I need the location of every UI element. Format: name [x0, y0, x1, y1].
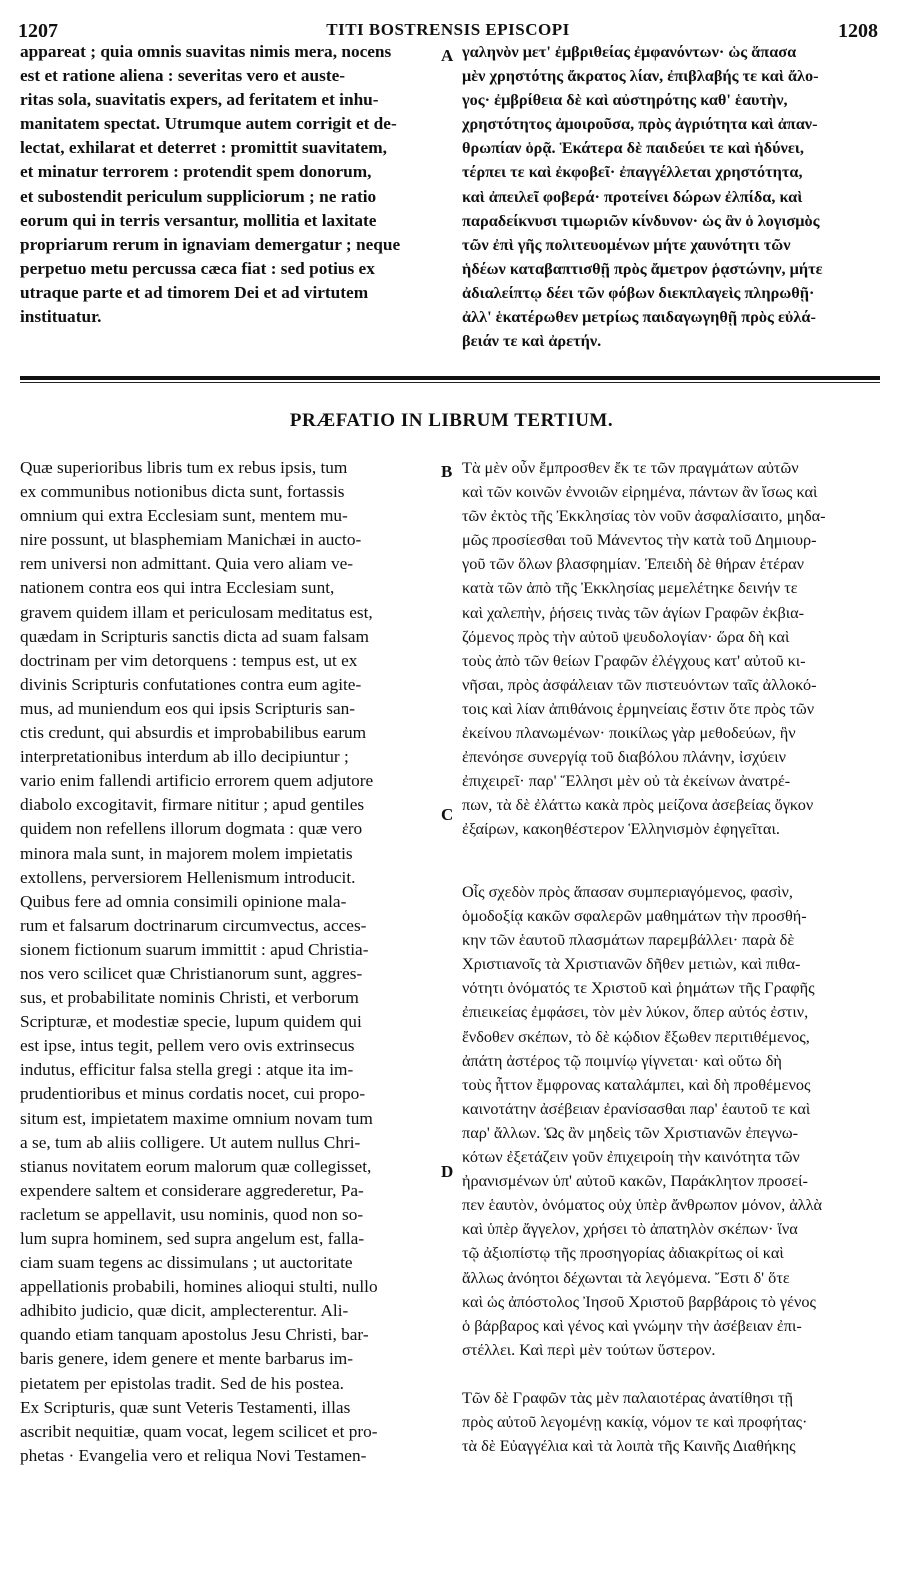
section-rule-thin: [20, 382, 880, 383]
margin-marker-b: B: [441, 462, 453, 481]
page-number-right: 1208: [838, 20, 878, 42]
greek-main-column-part-2: Οἷς σχεδὸν πρὸς ἅπασαν συμπεριαγόμενος, φασὶν, ὁμοδοξίᾳ κακῶν σφαλερῶν μαθημάτων τὴν προσθή- κην τῶν ἑαυτοῦ πλασμάτων παρεμβάλλει· παρὰ δὲ Χριστιανοῖς τὰ Χριστιανῶν δῆθεν μετιὼν, καὶ πιθα- νότητι ὀνόματός τε Χριστοῦ καὶ ῥημάτων τῆς Γραφῆς ἐπιεικείας ἐμφάσει, τὸν μὲν λύκον, ὅπερ αὐτός ἐστιν, ἔνδοθεν σκέπων, τὸ δὲ κῴδιον ἔξωθεν περιτιθέμενος, ἀπάτη ἀστέρος τῷ ποιμνίῳ γίγνεται· καὶ οὕτω δὴ τοὺς ἧττον ἔμφρονας καταλάμπει, καὶ δὴ προθέμενος καινοτάτην ἀσέβειαν ἐρανίσασθαι παρ' ἑαυτοῦ τε καὶ παρ' ἄλλων. Ὡς ἂν μηδεὶς τῶν Χριστιανῶν ἐπεγνω- κότων ἐξετάζειν γοῦν ἐπιχειροίη τὴν καινότητα τῶν ἠρανισμένων ὑπ' αὐτοῦ κακῶν, Παράκλητον προσεί- πεν ἑαυτὸν, ὀνόματος οὐχ ὑπὲρ ἄνθρωπον μόνον, ἀλλὰ καὶ ὑπὲρ ἄγγελον, χρήσει τὸ ἀπατηλὸν σκέπων· ἵνα τῷ ἀξιοπίστῳ τῆς προσηγορίας ἀδιακρίτως οἱ καὶ ἄλλως ἀνόητοι δέχωνται τὰ λεγόμενα. Ἔστι δ' ὅτε καὶ ὡς ἀπόστολος Ἰησοῦ Χριστοῦ βαρβάροις τὸ γένος ὁ βάρβαρος καὶ γένος καὶ γνώμην τὴν ἀσέβειαν ἐπι- στέλλει. Καὶ περὶ μὲν τούτων ὕστερον.: [462, 882, 823, 1359]
section-rule: [20, 376, 880, 380]
top-latin-column: appareat ; quia omnis suavitas nimis mera, nocens est et ratione aliena : severitas vero et auste- ritas sola, suavitatis expers, ad feritatem et inhu- manitatem spectat. Utrumque autem corrigit et de- lectat, exhilarat et deterret : promittit suavitatem, et minatur terrorem : protendit spem donorum, et subostendit periculum suppliciorum ; ne ratio eorum qui in terris versantur, mollitia et laxitate propriarum rerum in ignaviam demergatur ; neque perpetuo metu percussa cæca fiat : sed potius ex utraque parte et ad timorem Dei et ad virtutem instituatur.: [20, 42, 401, 327]
section-heading: PRÆFATIO IN LIBRUM TERTIUM.: [289, 410, 614, 431]
greek-main-column-part-1: Τὰ μὲν οὖν ἔμπροσθεν ἔκ τε τῶν πραγμάτων αὐτῶν καὶ τῶν κοινῶν ἐννοιῶν εἰρημένα, πάντων ἂν ἴσως καὶ τῶν ἐκτὸς τῆς Ἐκκλησίας τὸν νοῦν ἀσφαλίσαιτο, μηδα- μῶς προσίεσθαι τοῦ Μάνεντος τὴν κατὰ τοῦ Δημιουρ- γοῦ τῶν ὅλων βλασφημίαν. Ἐπειδὴ δὲ θήραν ἑτέραν κατὰ τῶν ἀπὸ τῆς Ἐκκλησίας μεμελέτηκε δεινήν τε καὶ χαλεπὴν, ῥήσεις τινὰς τῶν ἁγίων Γραφῶν ἐκβια- ζόμενος πρὸς τὴν αὐτοῦ ψευδολογίαν· ὥρα δὴ καὶ τοὺς ἀπὸ τῶν θείων Γραφῶν ἐλέγχους κατ' αὐτοῦ κι- νῆσαι, πρὸς ἀσφάλειαν τῶν πιστευόντων ταῖς ἀλλοκό- τοις καὶ λίαν ἀπιθάνοις ἑρμηνείαις ἔστιν ὅτε πρὸς τῶν ἐκείνου πλανωμένων· ποικίλως γὰρ μεθοδεύων, ἣν ἐπενόησε συνεργίᾳ τοῦ διαβόλου πλάνην, ἰσχύειν ἐπιχειρεῖ· παρ' Ἕλλησι μὲν οὐ τὰ ἐκείνων ἀνατρέ- πων, τὰ δὲ ἐλάττω κακὰ πρὸς μείζονα ἀσεβείας ὄγκον ἐξαίρων, κακοηθέστερον Ἑλληνισμὸν ἐφηγεῖται.: [462, 458, 826, 839]
running-title: TITI BOSTRENSIS EPISCOPI: [326, 20, 570, 39]
top-greek-column: γαληνὸν μετ' ἐμβριθείας ἐμφανόντων· ὡς ἅπασα μὲν χρηστότης ἄκρατος λίαν, ἐπιβλαβής τε καὶ ἄλο- γος· ἐμβρίθεια δὲ καὶ αὐστηρότης καθ' ἑαυτὴν, χρηστότητος ἀμοιροῦσα, πρὸς ἀγριότητα καὶ ἀπαν- θρωπίαν ὁρᾷ. Ἑκάτερα δὲ παιδεύει τε καὶ ἡδύνει, τέρπει τε καὶ ἐκφοβεῖ· ἐπαγγέλλεται χρηστότητα, καὶ ἀπειλεῖ φοβερά· προτείνει δώρων ἐλπίδα, καὶ παραδείκνυσι τιμωριῶν κίνδυνον· ὡς ἂν ὁ λογισμὸς τῶν ἐπὶ γῆς πολιτευομένων μήτε χαυνότητι τῶν ἡδέων καταβαπτισθῇ πρὸς ἄμετρον ῥᾳστώνην, μήτε ἀδιαλείπτῳ δέει τῶν φόβων διεκπλαγεὶς πληρωθῇ· ἀλλ' ἑκατέρωθεν μετρίως παιδαγωγηθῇ πρὸς εὐλά- βειάν τε καὶ ἀρετήν.: [462, 42, 823, 351]
greek-main-column-part-3: Τῶν δὲ Γραφῶν τὰς μὲν παλαιοτέρας ἀνατίθησι τῇ πρὸς αὐτοῦ λεγομένῃ κακίᾳ, νόμον τε καὶ προφήτας· τὰ δὲ Εὐαγγέλια καὶ τὰ λοιπὰ τῆς Καινῆς Διαθήκης: [462, 1388, 808, 1456]
margin-marker-d: D: [441, 1162, 454, 1181]
running-head: [18, 6, 878, 42]
margin-marker-a: A: [441, 46, 454, 65]
latin-main-column: Quæ superioribus libris tum ex rebus ipsis, tum ex communibus notionibus dicta sunt, fortassis omnium qui extra Ecclesiam sunt, mentem mu- nire possunt, ut blasphemiam Manichæi in aucto- rem universi non admittant. Quia vero aliam ve- nationem contra eos qui intra Ecclesiam sunt, gravem quidem illam et periculosam meditatus est, quædam in Scripturis sanctis dicta ad suam falsam doctrinam per vim detorquens : tempus est, ut ex divinis Scripturis confutationes contra eum agite- mus, ad muniendum eos qui ipsis Scripturis san- ctis credunt, qui absurdis et improbabilibus earum interpretationibus interdum ab illo decipiuntur ; vario enim fallendi artificio errorem quem adjutore diabolo excogitavit, firmare nititur ; apud gentiles quidem non refellens illorum dogmata : quæ vero minora mala sunt, in majorem molem impietatis extollens, perversiorem Hellenismum introducit. Quibus fere ad omnia consimili opinione mala- rum et falsarum doctrinarum circumvectus, acces- sionem fictionum suarum immittit : apud Christia- nos vero scilicet quæ Christianorum sunt, aggres- sus, et probabilitate nominis Christi, et verborum Scripturæ, et modestiæ specie, lupum quidem qui est ipse, intus tegit, pellem vero ovis extrinsecus indutus, efficitur falsa stella gregi : atque ita im- prudentioribus et minus cordatis nocet, cui propo- situm est, impietatem maxime omnium novam tum a se, tum ab aliis colligere. Ut autem nullus Chri- stianus novitatem eorum malorum quæ collegisset, expendere saltem et considerare aggrederetur, Pa- racletum se appellavit, usu nominis, quod non so- lum supra hominem, sed supra angelum est, falla- ciam suam tegens ac dissimulans ; ut auctoritate appellationis probabili, homines alioqui stulti, nullo adhibito judicio, quæ dicit, amplecterentur. Ali- quando etiam tanquam apostolus Jesu Christi, bar- baris genere, idem genere et mente barbarus im- pietatem per epistolas tradit. Sed de his postea. Ex Scripturis, quæ sunt Veteris Testamenti, illas ascribit nequitiæ, quam vocat, legem scilicet et pro- phetas · Evangelia vero et reliqua Novi Testamen-: [20, 458, 378, 1465]
margin-marker-c: C: [441, 805, 454, 824]
page-number-left: 1207: [18, 20, 58, 42]
